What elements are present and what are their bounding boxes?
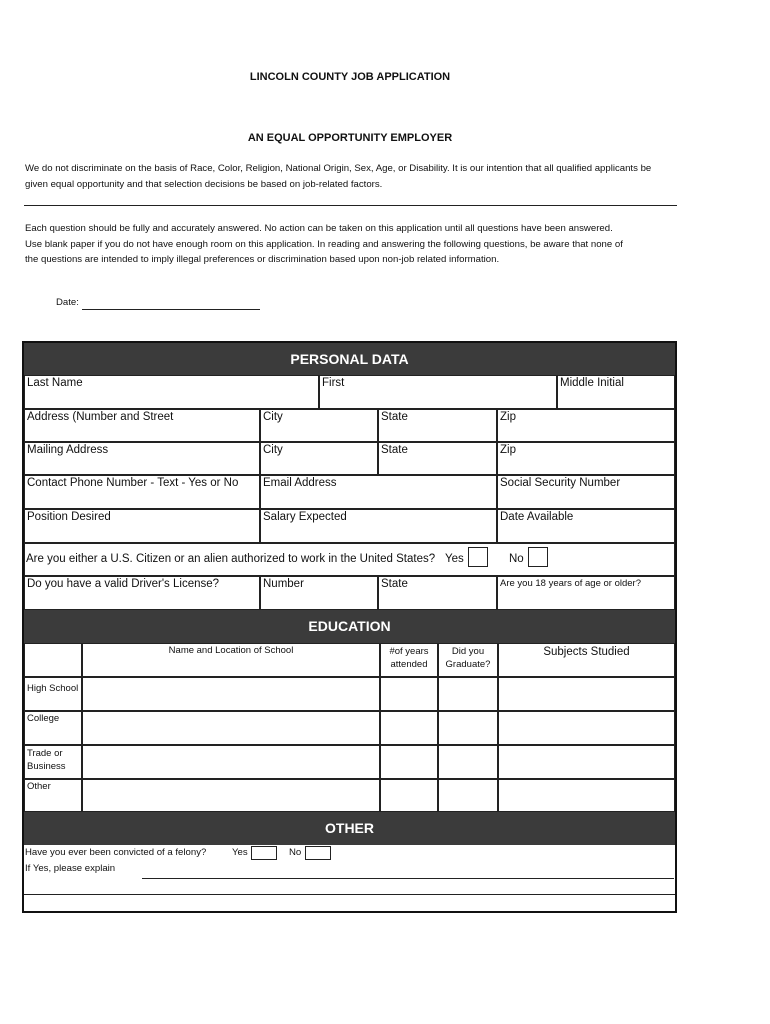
edu-subjects-input[interactable] — [498, 745, 675, 779]
drivers-license-field[interactable]: Do you have a valid Driver's License? — [24, 576, 260, 610]
edu-graduate-input[interactable] — [438, 711, 498, 745]
edu-row-label: Other — [24, 779, 82, 812]
felony-no-checkbox[interactable] — [305, 846, 331, 860]
citizen-no-checkbox[interactable] — [528, 547, 548, 567]
edu-col-subjects: Subjects Studied — [498, 643, 675, 677]
license-number-field[interactable]: Number — [260, 576, 378, 610]
edu-row-label: College — [24, 711, 82, 745]
edu-years-input[interactable] — [380, 677, 438, 711]
date-available-field[interactable]: Date Available — [497, 509, 675, 543]
email-field[interactable]: Email Address — [260, 475, 497, 509]
contact-phone-field[interactable]: Contact Phone Number - Text - Yes or No — [24, 475, 260, 509]
instructions: Each question should be fully and accurately answered. No action can be taken on this application until all questions have been answered. Use blank paper if you do not have enough room on this application. In reading and answering the following questions, be aware that none of the questions are intended to imply illegal preferences or discrimination based upon non-job related information. — [25, 223, 623, 265]
edu-school-input[interactable] — [82, 779, 380, 812]
edu-row-label: High School — [24, 677, 82, 711]
city-field[interactable]: City — [260, 409, 378, 442]
edu-col-graduate: Did you Graduate? — [438, 643, 498, 677]
edu-subjects-input[interactable] — [498, 677, 675, 711]
last-name-field[interactable]: Last Name — [24, 375, 319, 409]
address-field[interactable]: Address (Number and Street — [24, 409, 260, 442]
zip-field[interactable]: Zip — [497, 409, 675, 442]
edu-header-blank — [24, 643, 82, 677]
edu-school-input[interactable] — [82, 711, 380, 745]
edu-years-input[interactable] — [380, 711, 438, 745]
explain-line[interactable] — [24, 894, 675, 895]
age-question-field[interactable]: Are you 18 years of age or older? — [497, 576, 675, 610]
felony-no-label: No — [289, 847, 302, 858]
education-heading: EDUCATION — [24, 610, 675, 643]
felony-question: Have you ever been convicted of a felony? — [25, 847, 207, 858]
document-title: LINCOLN COUNTY JOB APPLICATION — [249, 71, 451, 83]
eeo-statement: We do not discriminate on the basis of Race, Color, Religion, National Origin, Sex, Age, or Disability. It is our intention that all qualified applicants be given equal opportunity and that selection decisions be based on job-related factors. — [25, 163, 652, 190]
felony-yes-checkbox[interactable] — [251, 846, 277, 860]
state-field[interactable]: State — [378, 409, 497, 442]
salary-expected-field[interactable]: Salary Expected — [260, 509, 497, 543]
edu-subjects-input[interactable] — [498, 779, 675, 812]
other-heading: OTHER — [24, 812, 675, 845]
edu-graduate-input[interactable] — [438, 779, 498, 812]
explain-line[interactable] — [142, 878, 674, 879]
citizen-question: Are you either a U.S. Citizen or an alien authorized to work in the United States? — [26, 553, 436, 565]
date-field[interactable] — [82, 309, 260, 310]
license-state-field[interactable]: State — [378, 576, 497, 610]
edu-years-input[interactable] — [380, 745, 438, 779]
mailing-city-field[interactable]: City — [260, 442, 378, 475]
document-subtitle: AN EQUAL OPPORTUNITY EMPLOYER — [247, 132, 453, 144]
explain-label: If Yes, please explain — [25, 863, 116, 874]
first-name-field[interactable]: First — [319, 375, 557, 409]
date-label: Date: — [56, 297, 79, 308]
mailing-zip-field[interactable]: Zip — [497, 442, 675, 475]
edu-col-school: Name and Location of School — [82, 643, 380, 677]
edu-years-input[interactable] — [380, 779, 438, 812]
edu-school-input[interactable] — [82, 745, 380, 779]
divider — [24, 205, 677, 206]
middle-initial-field[interactable]: Middle Initial — [557, 375, 675, 409]
personal-data-heading: PERSONAL DATA — [24, 343, 675, 375]
mailing-address-field[interactable]: Mailing Address — [24, 442, 260, 475]
edu-subjects-input[interactable] — [498, 711, 675, 745]
edu-school-input[interactable] — [82, 677, 380, 711]
edu-graduate-input[interactable] — [438, 745, 498, 779]
edu-col-years: #of years attended — [380, 643, 438, 677]
citizen-no-label: No — [509, 553, 524, 565]
felony-yes-label: Yes — [232, 847, 248, 858]
mailing-state-field[interactable]: State — [378, 442, 497, 475]
ssn-field[interactable]: Social Security Number — [497, 475, 675, 509]
citizen-yes-checkbox[interactable] — [468, 547, 488, 567]
edu-row-label: Trade or Business — [24, 745, 82, 779]
position-desired-field[interactable]: Position Desired — [24, 509, 260, 543]
citizen-yes-label: Yes — [445, 553, 464, 565]
edu-graduate-input[interactable] — [438, 677, 498, 711]
